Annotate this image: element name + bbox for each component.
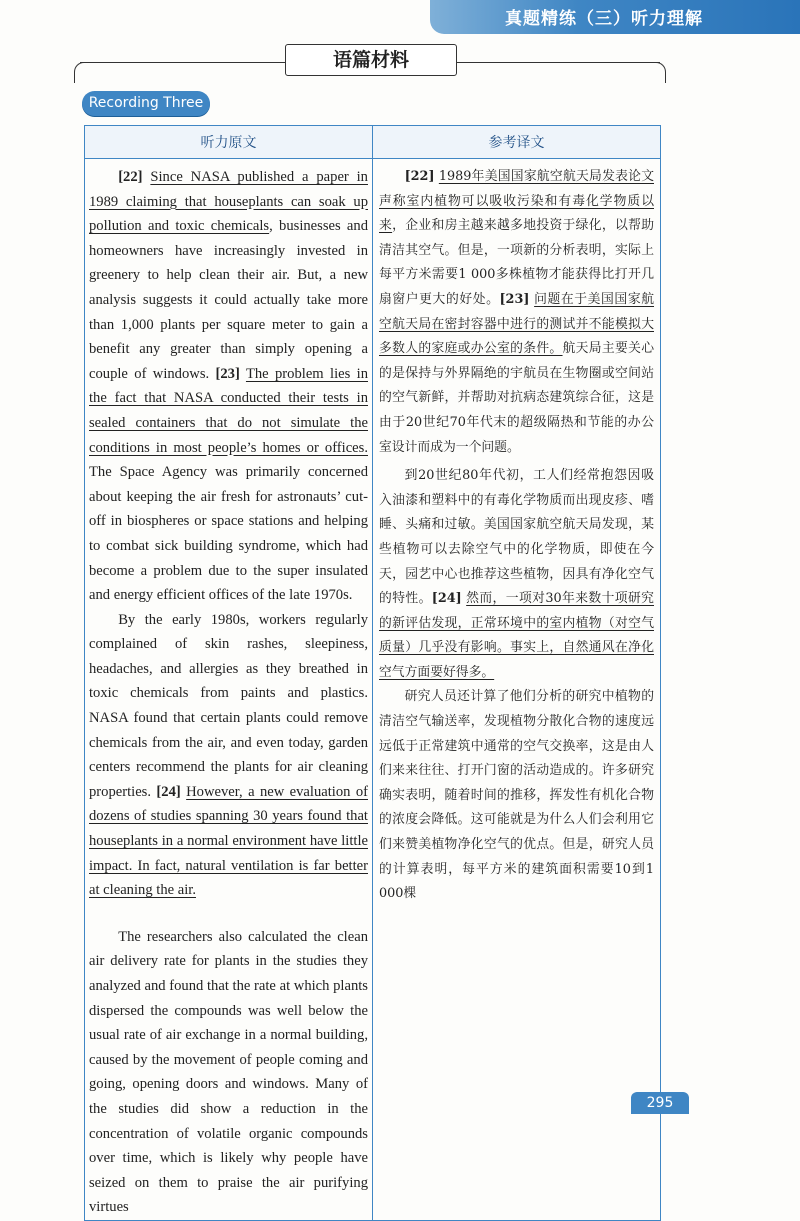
underlined-answer-23: The problem lies in the fact that NASA conducted their tests in sealed containers that do not simulate the conditions in most people’s homes or offices. [89,365,368,456]
recording-label: Recording Three [82,91,210,116]
en-text: The researchers also calculated the clean air delivery rate for plants in the studies they analyzed and found that the rate at which plants dispersed the compounds was well below the usual rate of air exchange in a normal building, caused by the movement of people coming and going, opening doors and windows. Many of the studies did show a reduction in the concentration of volatile organic compounds over time, which is likely why people have seized on them to praise the air purifying virtues [89,928,368,1216]
underlined-answer-23: 问题在于美国国家航空航天局在密封容器中进行的测试并不能模拟大多数人的家庭或办公室的条件。 [379,291,655,357]
section-title: 语篇材料 [285,44,457,76]
english-transcript [85,159,372,1220]
underlined-answer-22: 1989年美国国家航空航天局发表论文声称室内植物可以吸收污染和有毒化学物质以来 [379,169,654,234]
en-paragraph-1 [89,165,368,608]
underlined-answer-24: 然而，一项对30年来数十项研究的新评估发现，正常环境中的室内植物（对空气质量）几乎没有影响。事实上，自然通风在净化空气方面要好得多。 [379,591,654,680]
question-marker-24: [24] [156,783,181,800]
zh-paragraph-3 [379,685,654,906]
en-paragraph-3 [89,925,368,1220]
page-number: 295 [631,1092,689,1114]
question-marker-23: [23] [499,291,530,307]
question-marker-22: [22] [118,169,143,185]
zh-text: ，企业和房主越来越多地投资于绿化，以帮助清洁其空气。但是，一项新的分析表明，实际上每平方米需要1 000多株植物才能获得比打开几扇窗户更大的好处。 [379,218,655,307]
column-header-original: 听力原文 [85,126,373,159]
column-header-translation: 参考译文 [373,126,661,159]
chinese-translation [373,159,660,907]
question-marker-22: [22] [404,169,435,184]
chapter-title: 真题精练（三）听力理解 [505,9,703,29]
en-text: By the early 1980s, workers regularly complained of skin rashes, sleepiness, headaches, and allergies as they breathed in toxic chemicals from paints and plastics. NASA found that certain plants could remove chemicals from the air, and even today, garden centers recommend the plants for air cleaning properties. [89,611,368,800]
chinese-translation-cell [373,159,661,1221]
zh-text: 研究人员还计算了他们分析的研究中植物的清洁空气输送率，发现植物分散化合物的速度远远低于正常建筑中通常的空气交换率，这是由人们来来往往、打开门窗的活动造成的。许多研究确实表明，随着时间的推移，挥发性有机化合物的浓度会降低。这可能就是为什么人们会利用它们来赞美植物净化空气的优点。但是，研究人员的计算表明，每平方米的建筑面积需要10到1 000棵 [379,689,654,902]
zh-paragraph-2 [379,464,654,685]
underlined-answer-22: Since NASA published a paper in 1989 claiming that houseplants can soak up pollution and toxic chemicals [89,169,368,235]
zh-text: 航天局主要关心的是保持与外界隔绝的宇航员在生物圈或空间站的空气新鲜，并帮助对抗病态建筑综合征，这是由于20世纪70年代末的超级隔热和节能的办公室设计而成为一个问题。 [379,341,655,455]
underlined-answer-24: However, a new evaluation of dozens of studies spanning 30 years found that houseplants in a normal environment have little impact. In fact, natural ventilation is far better at cleaning the air. [89,783,368,899]
english-transcript-cell [85,159,373,1221]
zh-paragraph-1 [379,165,654,460]
question-marker-23: [23] [215,365,240,382]
en-text: , businesses and homeowners have increasingly invested in greenery to help clean their air. But, a new analysis suggests it could actually take more than 1,000 plants per square meter to gain a benefit any greater than simply opening a couple of windows. [89,218,369,382]
transcript-table [84,125,661,1221]
en-paragraph-2 [89,608,368,903]
en-text: The Space Agency was primarily concerned about keeping the air fresh for astronauts’ cut-off in biospheres or space stations and helping to combat sick building syndrome, which had become a problem due to the super insulated and energy efficient offices of the late 1970s. [89,464,368,604]
zh-text: 到20世纪80年代初，工人们经常抱怨因吸入油漆和塑料中的有毒化学物质而出现皮疹、嗜睡、头痛和过敏。美国国家航空航天局发现，某些植物可以去除空气中的化学物质，即使在今天，园艺中心也推荐这些植物，因具有净化空气的特性。 [379,468,654,607]
question-marker-24: [24] [431,591,462,607]
